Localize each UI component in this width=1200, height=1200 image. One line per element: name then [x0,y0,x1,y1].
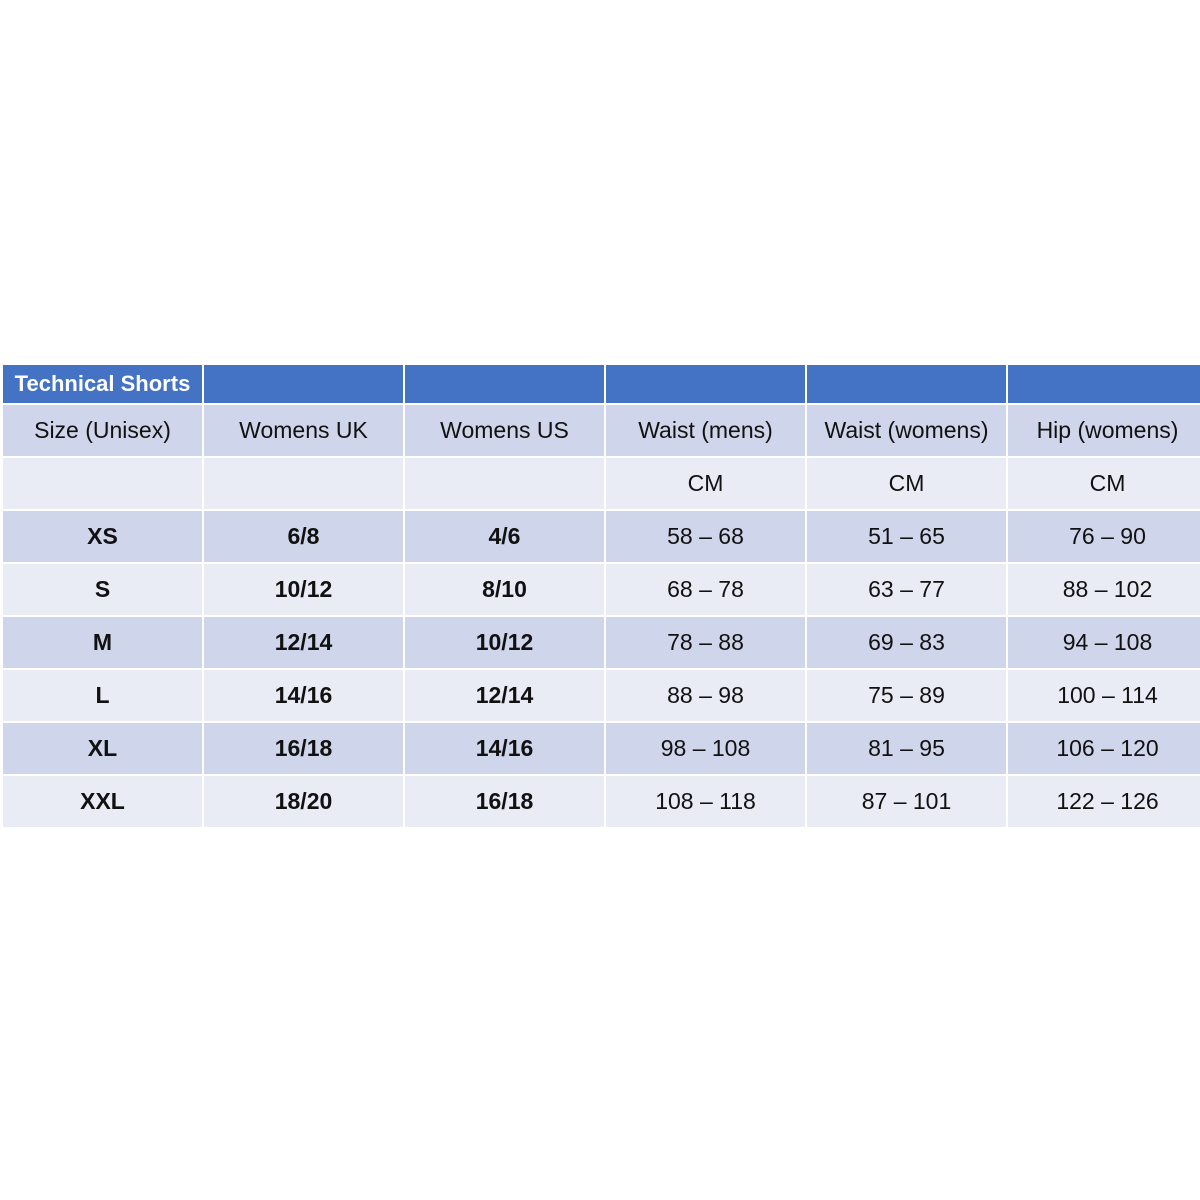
unit-cell: CM [807,458,1006,509]
column-header: Womens US [405,405,604,456]
waist-mens-cell: 78 – 88 [606,617,805,668]
unit-cell: CM [1008,458,1200,509]
table-title: Technical Shorts [3,365,202,403]
unit-cell: CM [606,458,805,509]
womens-uk-cell: 12/14 [204,617,403,668]
size-cell: XS [3,511,202,562]
size-chart-table [1,363,1200,829]
column-header: Size (Unisex) [3,405,202,456]
womens-us-cell: 4/6 [405,511,604,562]
womens-uk-cell: 14/16 [204,670,403,721]
table-row [3,511,1200,562]
waist-mens-cell: 68 – 78 [606,564,805,615]
column-header-row [3,405,1200,456]
title-bar-cell [606,365,805,403]
waist-womens-cell: 81 – 95 [807,723,1006,774]
womens-us-cell: 16/18 [405,776,604,827]
size-cell: XXL [3,776,202,827]
hip-womens-cell: 88 – 102 [1008,564,1200,615]
title-bar-cell [204,365,403,403]
waist-mens-cell: 58 – 68 [606,511,805,562]
table-row [3,564,1200,615]
title-row [3,365,1200,403]
title-bar-cell [405,365,604,403]
hip-womens-cell: 94 – 108 [1008,617,1200,668]
waist-mens-cell: 108 – 118 [606,776,805,827]
unit-cell [3,458,202,509]
womens-us-cell: 12/14 [405,670,604,721]
waist-mens-cell: 88 – 98 [606,670,805,721]
unit-cell [204,458,403,509]
column-header: Waist (mens) [606,405,805,456]
table-row [3,670,1200,721]
table-row [3,723,1200,774]
title-bar-cell [807,365,1006,403]
table-row [3,776,1200,827]
size-cell: L [3,670,202,721]
units-row [3,458,1200,509]
waist-womens-cell: 69 – 83 [807,617,1006,668]
womens-us-cell: 10/12 [405,617,604,668]
hip-womens-cell: 122 – 126 [1008,776,1200,827]
title-bar-cell [1008,365,1200,403]
hip-womens-cell: 106 – 120 [1008,723,1200,774]
womens-us-cell: 8/10 [405,564,604,615]
womens-us-cell: 14/16 [405,723,604,774]
womens-uk-cell: 10/12 [204,564,403,615]
waist-womens-cell: 75 – 89 [807,670,1006,721]
unit-cell [405,458,604,509]
womens-uk-cell: 6/8 [204,511,403,562]
size-cell: M [3,617,202,668]
column-header: Womens UK [204,405,403,456]
size-cell: S [3,564,202,615]
womens-uk-cell: 18/20 [204,776,403,827]
waist-womens-cell: 51 – 65 [807,511,1006,562]
waist-womens-cell: 87 – 101 [807,776,1006,827]
hip-womens-cell: 100 – 114 [1008,670,1200,721]
waist-womens-cell: 63 – 77 [807,564,1006,615]
hip-womens-cell: 76 – 90 [1008,511,1200,562]
womens-uk-cell: 16/18 [204,723,403,774]
size-cell: XL [3,723,202,774]
column-header: Hip (womens) [1008,405,1200,456]
table-row [3,617,1200,668]
column-header: Waist (womens) [807,405,1006,456]
waist-mens-cell: 98 – 108 [606,723,805,774]
